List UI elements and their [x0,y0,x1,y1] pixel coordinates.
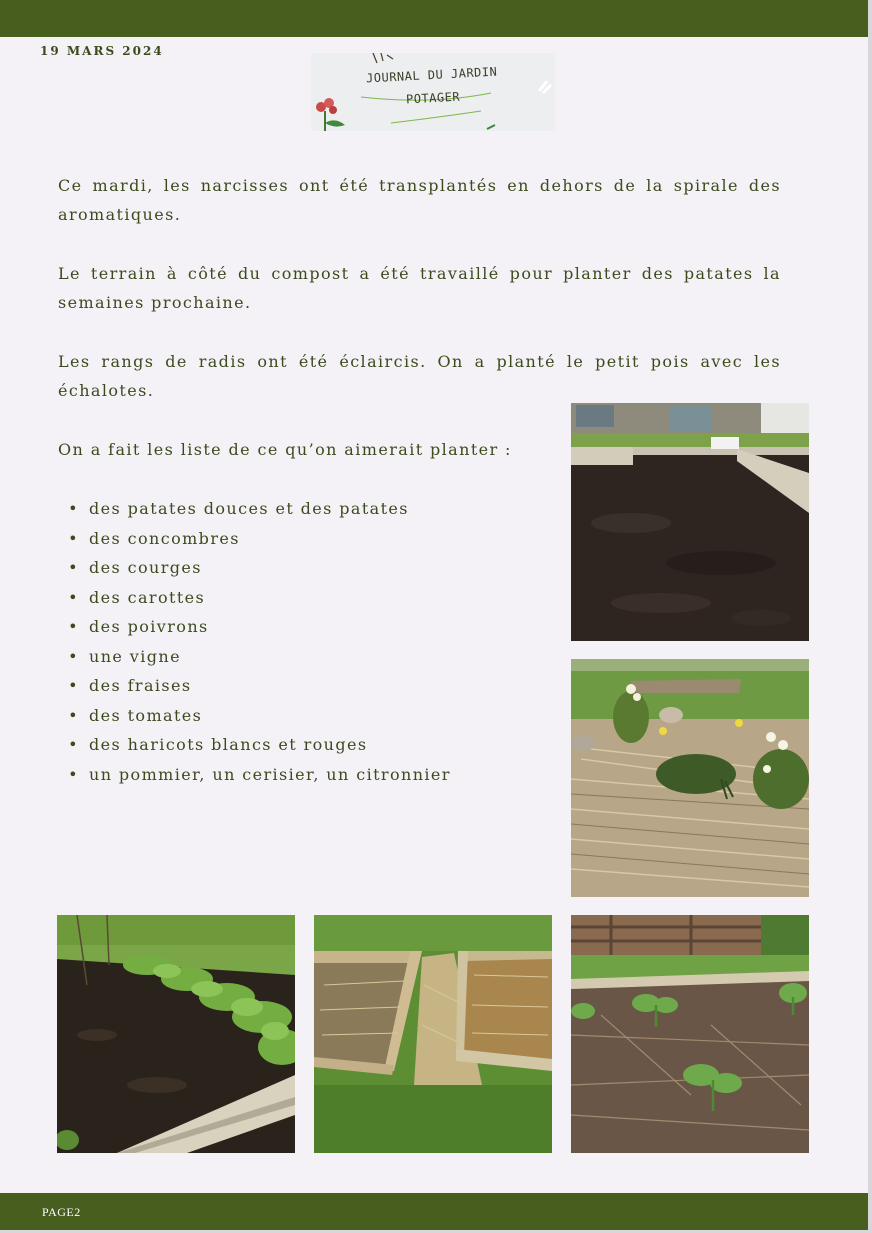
journal-title-banner [311,53,555,131]
bottom-bar [0,1193,868,1230]
list-item: • des patates douces et des patates [68,499,409,518]
paragraph-liste-intro: On a fait les liste de ce qu’on aimerait planter : [58,440,512,459]
paragraph-narcisses: Ce mardi, les narcisses ont été transplantés en dehors de la spirale des aromatiques. [58,176,781,224]
list-item-label: des patates douces et des patates [89,499,409,518]
page-number: PAGE2 [42,1205,81,1219]
list-item: • des poivrons [68,617,209,636]
photo-herb-spiral-narcissus [571,659,809,897]
plant-list [58,494,451,789]
list-item: • des carottes [68,587,206,607]
list-item: • des concombres [68,528,240,548]
paragraph-terrain: Le terrain à côté du compost a été travaillé pour planter des patates la semaines prochaine. [58,264,781,312]
list-item: • des tomates [68,705,203,725]
list-item: • des courges [68,558,202,577]
list-item-label: des poivrons [89,617,209,636]
page-date: 19 MARS 2024 [40,44,164,58]
photo-tilled-soil-bed [571,403,809,641]
list-item-label: des carottes [89,587,206,607]
list-item-label: des haricots blancs et rouges [89,735,368,754]
list-item-label: des tomates [89,705,203,725]
photo-straw-beds [314,915,552,1153]
banner-title-line2: POTAGER [405,89,461,107]
list-item: • des fraises [68,676,192,695]
photo-radish-rows [57,915,295,1153]
list-item: • un pommier, un cerisier, un citronnier [68,764,451,784]
list-item-label: des concombres [89,528,240,548]
photo-bean-seedlings [571,915,809,1153]
top-bar [0,0,868,37]
list-item-label: des courges [89,558,202,577]
list-item-label: des fraises [89,676,192,695]
list-item: • des haricots blancs et rouges [68,735,368,754]
page-edge-right [868,0,872,1233]
list-item-label: une vigne [89,646,181,666]
banner-title-line1: JOURNAL DU JARDIN [365,64,498,86]
list-item-label: un pommier, un cerisier, un citronnier [89,764,451,784]
list-item: • une vigne [68,646,181,666]
paragraph-radis: Les rangs de radis ont été éclaircis. On a planté le petit pois avec les échalotes. [58,352,781,400]
